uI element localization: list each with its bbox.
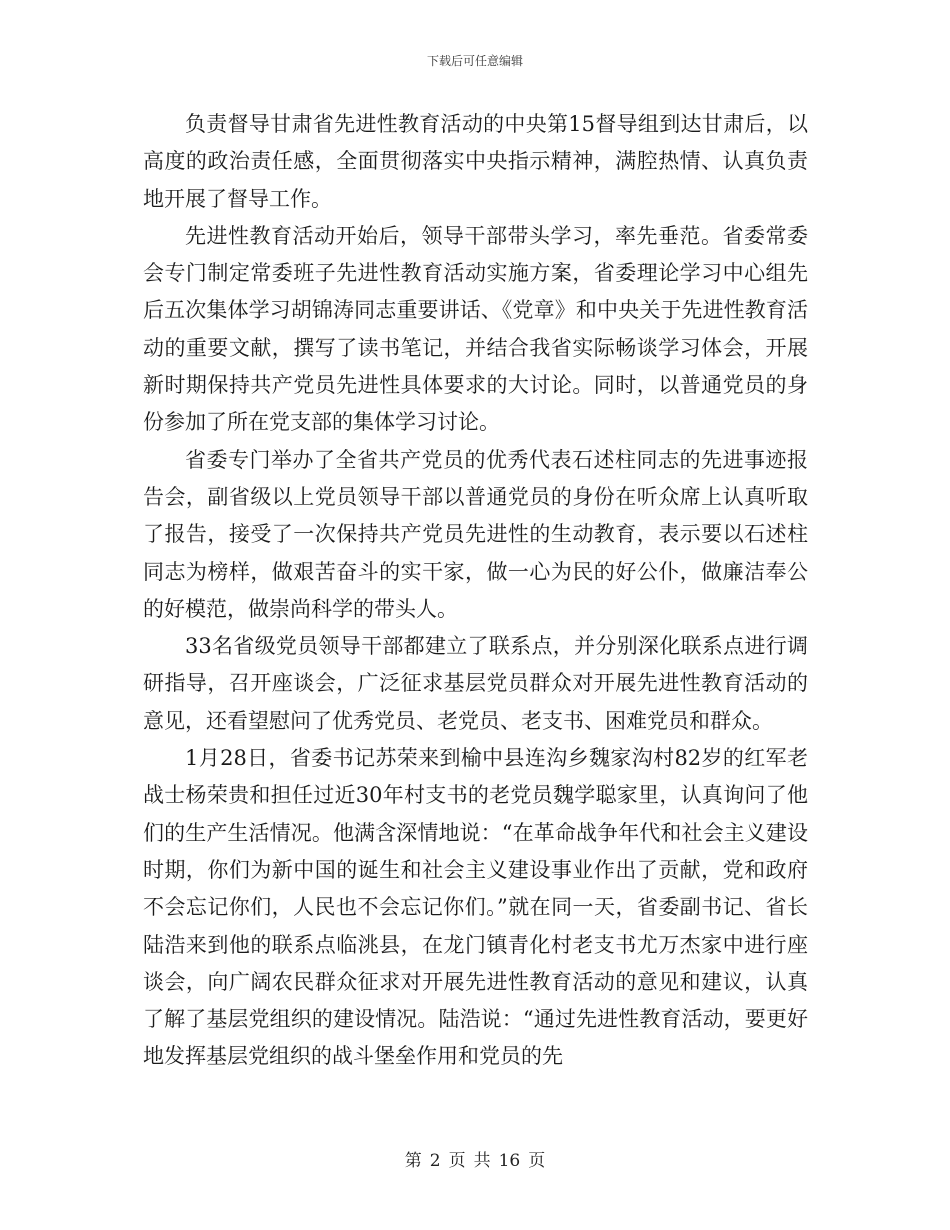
footer-page-word: 页 xyxy=(448,1151,466,1171)
page-footer xyxy=(0,1146,950,1171)
document-body xyxy=(143,106,808,1076)
paragraph-5: 1月28日，省委书记苏荣来到榆中县连沟乡魏家沟村82岁的红军老战士杨荣贵和担任过近30年村支书的老党员魏学聪家里，认真询问了他们的生产生活情况。他满含深情地说：“在革命战争年代和社会主义建设时期，你们为新中国的诞生和社会主义建设事业作出了贡献，党和政府不会忘记你们，人民也不会忘记你们。”就在同一天，省委副书记、省长陆浩来到他的联系点临洮县，在龙门镇青化村老支书尤万杰家中进行座谈会，向广阔农民群众征求对开展先进性教育活动的意见和建议，认真了解了基层党组织的建设情况。陆浩说：“通过先进性教育活动，要更好地发挥基层党组织的战斗堡垒作用和党员的先 xyxy=(143,746,808,1069)
current-page-number: 2 xyxy=(429,1151,441,1171)
footer-total-word: 共 xyxy=(473,1151,491,1171)
page-header-note: 下载后可任意编辑 xyxy=(426,54,523,68)
paragraph-3: 省委专门举办了全省共产党员的优秀代表石述柱同志的先进事迹报告会，副省级以上党员领导干部以普通党员的身份在听众席上认真听取了报告，接受了一次保持共产党员先进性的生动教育，表示要以石述柱同志为榜样，做艰苦奋斗的实干家，做一心为民的好公仆，做廉洁奉公的好模范，做崇尚科学的带头人。 xyxy=(143,447,808,621)
total-page-count: 16 xyxy=(498,1151,521,1171)
paragraph-2: 先进性教育活动开始后，领导干部带头学习，率先垂范。省委常委会专门制定常委班子先进性教育活动实施方案，省委理论学习中心组先后五次集体学习胡锦涛同志重要讲话、《党章》和中央关于先进性教育活动的重要文献，撰写了读书笔记，并结合我省实际畅谈学习体会，开展新时期保持共产党员先进性具体要求的大讨论。同时，以普通党员的身份参加了所在党支部的集体学习讨论。 xyxy=(143,223,808,435)
paragraph-4: 33名省级党员领导干部都建立了联系点，并分别深化联系点进行调研指导，召开座谈会，广泛征求基层党员群众对开展先进性教育活动的意见，还看望慰问了优秀党员、老党员、老支书、困难党员和群众。 xyxy=(143,634,808,733)
footer-prefix: 第 xyxy=(404,1151,422,1171)
footer-suffix: 页 xyxy=(528,1151,546,1171)
paragraph-1: 负责督导甘肃省先进性教育活动的中央第15督导组到达甘肃后，以高度的政治责任感，全面贯彻落实中央指示精神，满腔热情、认真负责地开展了督导工作。 xyxy=(143,112,808,211)
